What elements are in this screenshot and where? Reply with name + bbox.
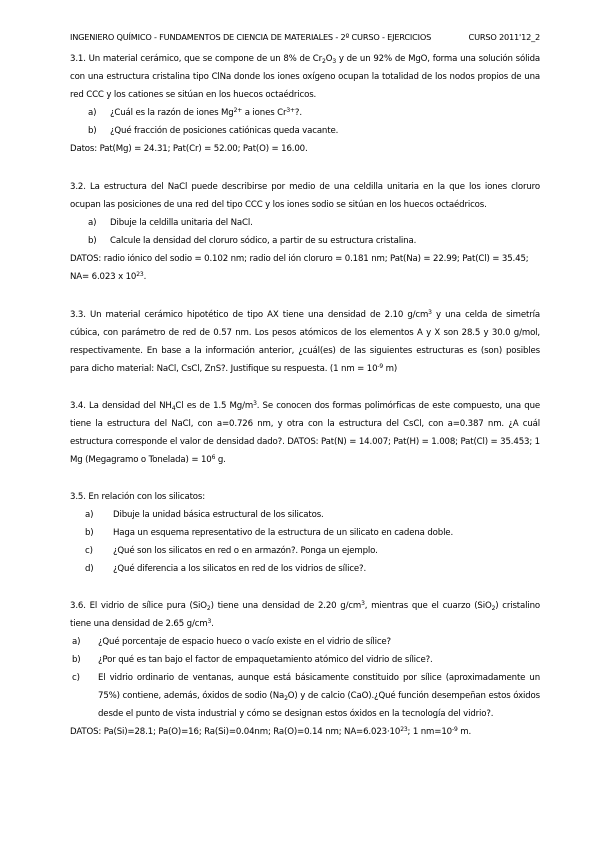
exercise-3-5-statement: 3.5. En relación con los silicatos: bbox=[70, 492, 205, 502]
exercise-3-1-question-a: a) ¿Cuál es la razón de iones $Mg^{2+}$ a iones $Cr^{3+}$?. bbox=[88, 107, 302, 118]
exercise-3-2-question-b: b) Calcule la densidad del cloruro sódico, a partir de su estructura cristalina. bbox=[88, 236, 417, 246]
exercise-3-6-data: DATOS: Pa(Si)=28.1; Pa(O)=16; Ra(Si)=0.04nm; Ra(O)=0.14 nm; $NA=6.023\cdot 10^{23}$; 1 $nm=10^{-9}$ m. bbox=[70, 726, 472, 737]
exercise-3-5-question-b: b) Haga un esquema representativo de la estructura de un silicato en cadena doble. bbox=[85, 528, 454, 538]
header-course-year: CURSO 2011'12_2 bbox=[468, 32, 540, 42]
exercise-3-4 bbox=[70, 397, 540, 469]
exercise-3-2-statement: 3.2. La estructura del NaCl puede describirse por medio de una celdilla unitaria en la que los iones cloruro ocupan las posiciones de una red del tipo CCC y los iones sodio se sitúan en los huecos octaédricos. bbox=[70, 182, 540, 210]
exercise-3-3 bbox=[70, 306, 540, 378]
exercise-3-6 bbox=[70, 597, 540, 741]
exercise-3-6-question-c: c) El vidrio ordinario de ventanas, aunque está básicamente constituido por sílice (aproximadamente un 75%) contiene, además, óxidos de sodio $(Na_2O)$ y de calcio (CaO).¿Qué función desempeñan estos óxidos desde el punto de vista industrial y cómo se designan estos óxidos en la tecnología del vidrio?. bbox=[72, 673, 540, 719]
exercise-3-5 bbox=[70, 488, 540, 578]
exercise-3-1-question-b: b) ¿Qué fracción de posiciones catiónicas queda vacante. bbox=[88, 126, 339, 136]
exercise-3-3-statement: 3.3. Un material cerámico hipotético de tipo AX tiene una densidad de 2.10 $g/cm^3$ y una celda de simetría cúbica, con parámetro de red de 0.57 nm. Los pesos atómicos de los elementos A y X son 28.5 y 30.0 g/mol, respectivamente. En base a la información anterior, ¿cuál(es) de las siguientes estructuras es (son) posibles para dicho material: NaCl, CsCl, ZnS?. Justifique su respuesta. (1 nm = $10^{-9}$ m) bbox=[70, 309, 540, 374]
exercise-3-5-question-a: a) Dibuje la unidad básica estructural de los silicatos. bbox=[85, 510, 324, 520]
exercise-3-4-statement: 3.4. La densidad del $NH_4Cl$ es de 1.5 $Mg/m^3$. Se conocen dos formas polimórficas de este compuesto, una que tiene la estructura del NaCl, con a=0.726 nm, y otra con la estructura del CsCl, con a=0.387 nm. ¿A cuál estructura corresponde el valor de densidad dado?. DATOS: Pat(N) = 14.007; Pat(H) = 1.008; Pat(Cl) = 35.453; 1 Mg (Megagramo o Tonelada) = $10^6$ g. bbox=[70, 400, 541, 465]
exercise-3-1-statement: 3.1. Un material cerámico, que se compone de un 8% de $Cr_2O_3$ y de un 92% de MgO, forma una solución sólida con una estructura cristalina tipo ClNa donde los iones oxígeno ocupan la totalidad de los nodos propios de una red CCC y los cationes se sitúan en los huecos octaédricos. bbox=[70, 54, 540, 100]
exercise-3-2 bbox=[70, 178, 540, 286]
exercise-3-6-statement: 3.6. El vidrio de sílice pura (SiO$_2$) tiene una densidad de 2.20 $g/cm^3$, mientras que el cuarzo (SiO$_2$) cristalino tiene una densidad de 2.65 $g/cm^3$. bbox=[70, 600, 540, 629]
exercise-3-6-question-a: a) ¿Qué porcentaje de espacio hueco o vacío existe en el vidrio de sílice? bbox=[72, 637, 391, 647]
exercise-3-2-question-a: a) Dibuje la celdilla unitaria del NaCl. bbox=[88, 218, 253, 228]
page-header bbox=[70, 28, 540, 46]
header-course-title: INGENIERO QUÍMICO - FUNDAMENTOS DE CIENCIA DE MATERIALES - 2º CURSO - EJERCICIOS bbox=[70, 32, 432, 42]
exercise-3-5-question-d: d) ¿Qué diferencia a los silicatos en red de los vidrios de sílice?. bbox=[85, 564, 367, 574]
exercise-3-2-data-line-2: NA= 6.023 x $10^{23}$. bbox=[70, 271, 147, 282]
exercise-3-2-data-line-1: DATOS: radio iónico del sodio = 0.102 nm; radio del ión cloruro = 0.181 nm; Pat(Na) = 22.99; Pat(Cl) = 35.45; bbox=[70, 254, 529, 264]
exercise-3-1-data: Datos: Pat(Mg) = 24.31; Pat(Cr) = 52.00; Pat(O) = 16.00. bbox=[70, 144, 308, 154]
exercise-3-1 bbox=[70, 50, 540, 158]
exercise-3-6-question-b: b) ¿Por qué es tan bajo el factor de empaquetamiento atómico del vidrio de sílice?. bbox=[72, 655, 433, 665]
exercise-3-5-question-c: c) ¿Qué son los silicatos en red o en armazón?. Ponga un ejemplo. bbox=[85, 546, 378, 556]
